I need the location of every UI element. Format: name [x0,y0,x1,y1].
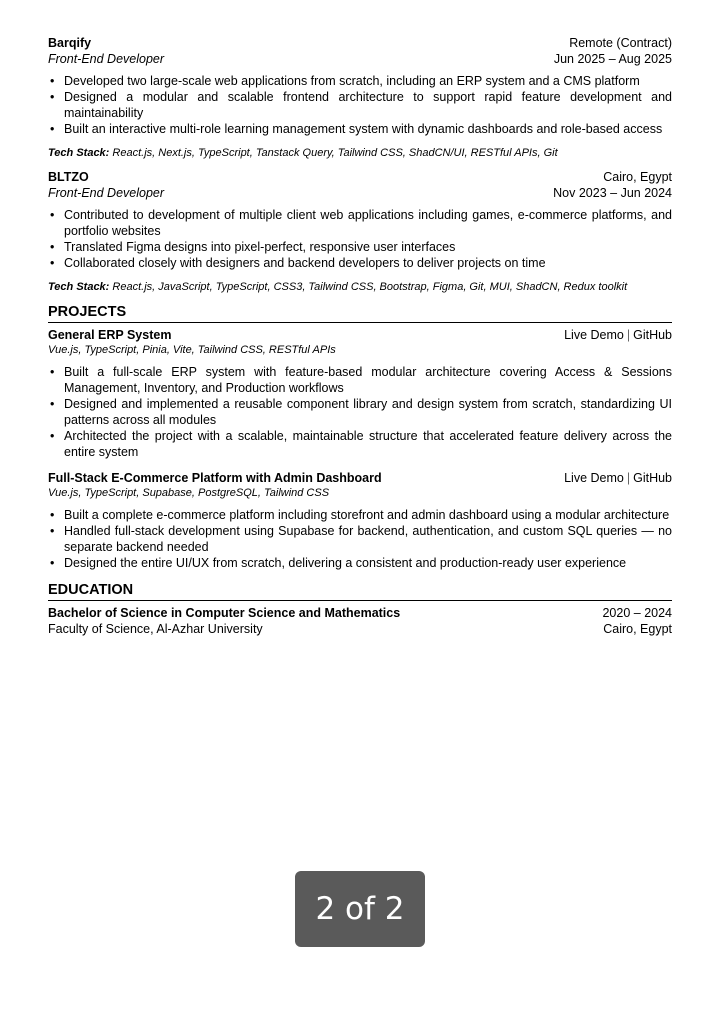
bullet-item: • Developed two large-scale web applications from scratch, including an ERP system and a CMS platform [48,73,672,89]
tech-stack-list: React.js, Next.js, TypeScript, Tanstack Query, Tailwind CSS, ShadCN/UI, RESTful APIs, Git [112,147,558,159]
bullet-item: • Built an interactive multi-role learning management system with dynamic dashboards and role-based access [48,121,672,137]
github-link[interactable]: GitHub [633,471,672,485]
degree-name: Bachelor of Science in Computer Science and Mathematics [48,606,401,620]
bullet-item: • Designed and implemented a reusable component library and design system from scratch, standardizing UI patterns across all modules [48,396,672,428]
education-entry [48,605,672,637]
project-entry [48,470,672,571]
bullet-item: • Architected the project with a scalable, maintainable structure that accelerated feature delivery across the entire system [48,428,672,460]
live-demo-link[interactable]: Live Demo [564,328,624,342]
tech-stack [48,280,672,295]
bullet-item: • Contributed to development of multiple client web applications including games, e-commerce platforms, and portfolio websites [48,207,672,239]
bullet-item: • Designed the entire UI/UX from scratch, delivering a consistent and production-ready user experience [48,555,672,571]
project-name: General ERP System [48,328,172,342]
bullet-item: • Translated Figma designs into pixel-perfect, responsive user interfaces [48,239,672,255]
job-role: Front-End Developer [48,52,165,66]
resume-page [48,35,672,637]
tech-stack-list: React.js, JavaScript, TypeScript, CSS3, Tailwind CSS, Bootstrap, Figma, Git, MUI, ShadCN, Redux toolkit [112,281,628,293]
job-location: Cairo, Egypt [603,170,672,184]
job-bullets [48,207,672,271]
project-bullets [48,364,672,460]
company-name: BLTZO [48,170,89,184]
link-separator: | [626,471,631,485]
tech-stack-label: Tech Stack: [48,281,110,293]
project-name: Full-Stack E-Commerce Platform with Admin Dashboard [48,471,382,485]
school-name: Faculty of Science, Al-Azhar University [48,622,263,636]
job-dates: Jun 2025 – Aug 2025 [553,52,672,66]
school-location: Cairo, Egypt [603,622,672,636]
project-stack: Vue.js, TypeScript, Supabase, PostgreSQL, Tailwind CSS [48,487,330,499]
education-dates: 2020 – 2024 [602,606,672,620]
job-location: Remote (Contract) [569,36,672,50]
project-stack: Vue.js, TypeScript, Pinia, Vite, Tailwind CSS, RESTful APIs [48,344,336,356]
projects-section-title: PROJECTS [48,303,672,323]
bullet-item: • Designed a modular and scalable frontend architecture to support rapid feature development and maintainability [48,89,672,121]
job-bullets [48,73,672,137]
page-indicator: 2 of 2 [295,871,425,947]
project-entry [48,327,672,460]
education-section-title: EDUCATION [48,581,672,601]
bullet-item: • Built a full-scale ERP system with feature-based modular architecture covering Access & Sessions Management, Inventory, and Production workflows [48,364,672,396]
bullet-item: • Built a complete e-commerce platform including storefront and admin dashboard using a modular architecture [48,507,672,523]
tech-stack-label: Tech Stack: [48,147,110,159]
bullet-item: • Collaborated closely with designers and backend developers to deliver projects on time [48,255,672,271]
bullet-item: • Handled full-stack development using Supabase for backend, authentication, and custom SQL queries — no separate backend needed [48,523,672,555]
tech-stack [48,146,672,161]
project-links [564,470,672,486]
github-link[interactable]: GitHub [633,328,672,342]
project-bullets [48,507,672,571]
job-dates: Nov 2023 – Jun 2024 [553,186,672,200]
job-role: Front-End Developer [48,186,165,200]
link-separator: | [626,328,631,342]
job-entry [48,35,672,161]
live-demo-link[interactable]: Live Demo [564,471,624,485]
project-links [564,327,672,343]
company-name: Barqify [48,36,92,50]
job-entry [48,169,672,295]
